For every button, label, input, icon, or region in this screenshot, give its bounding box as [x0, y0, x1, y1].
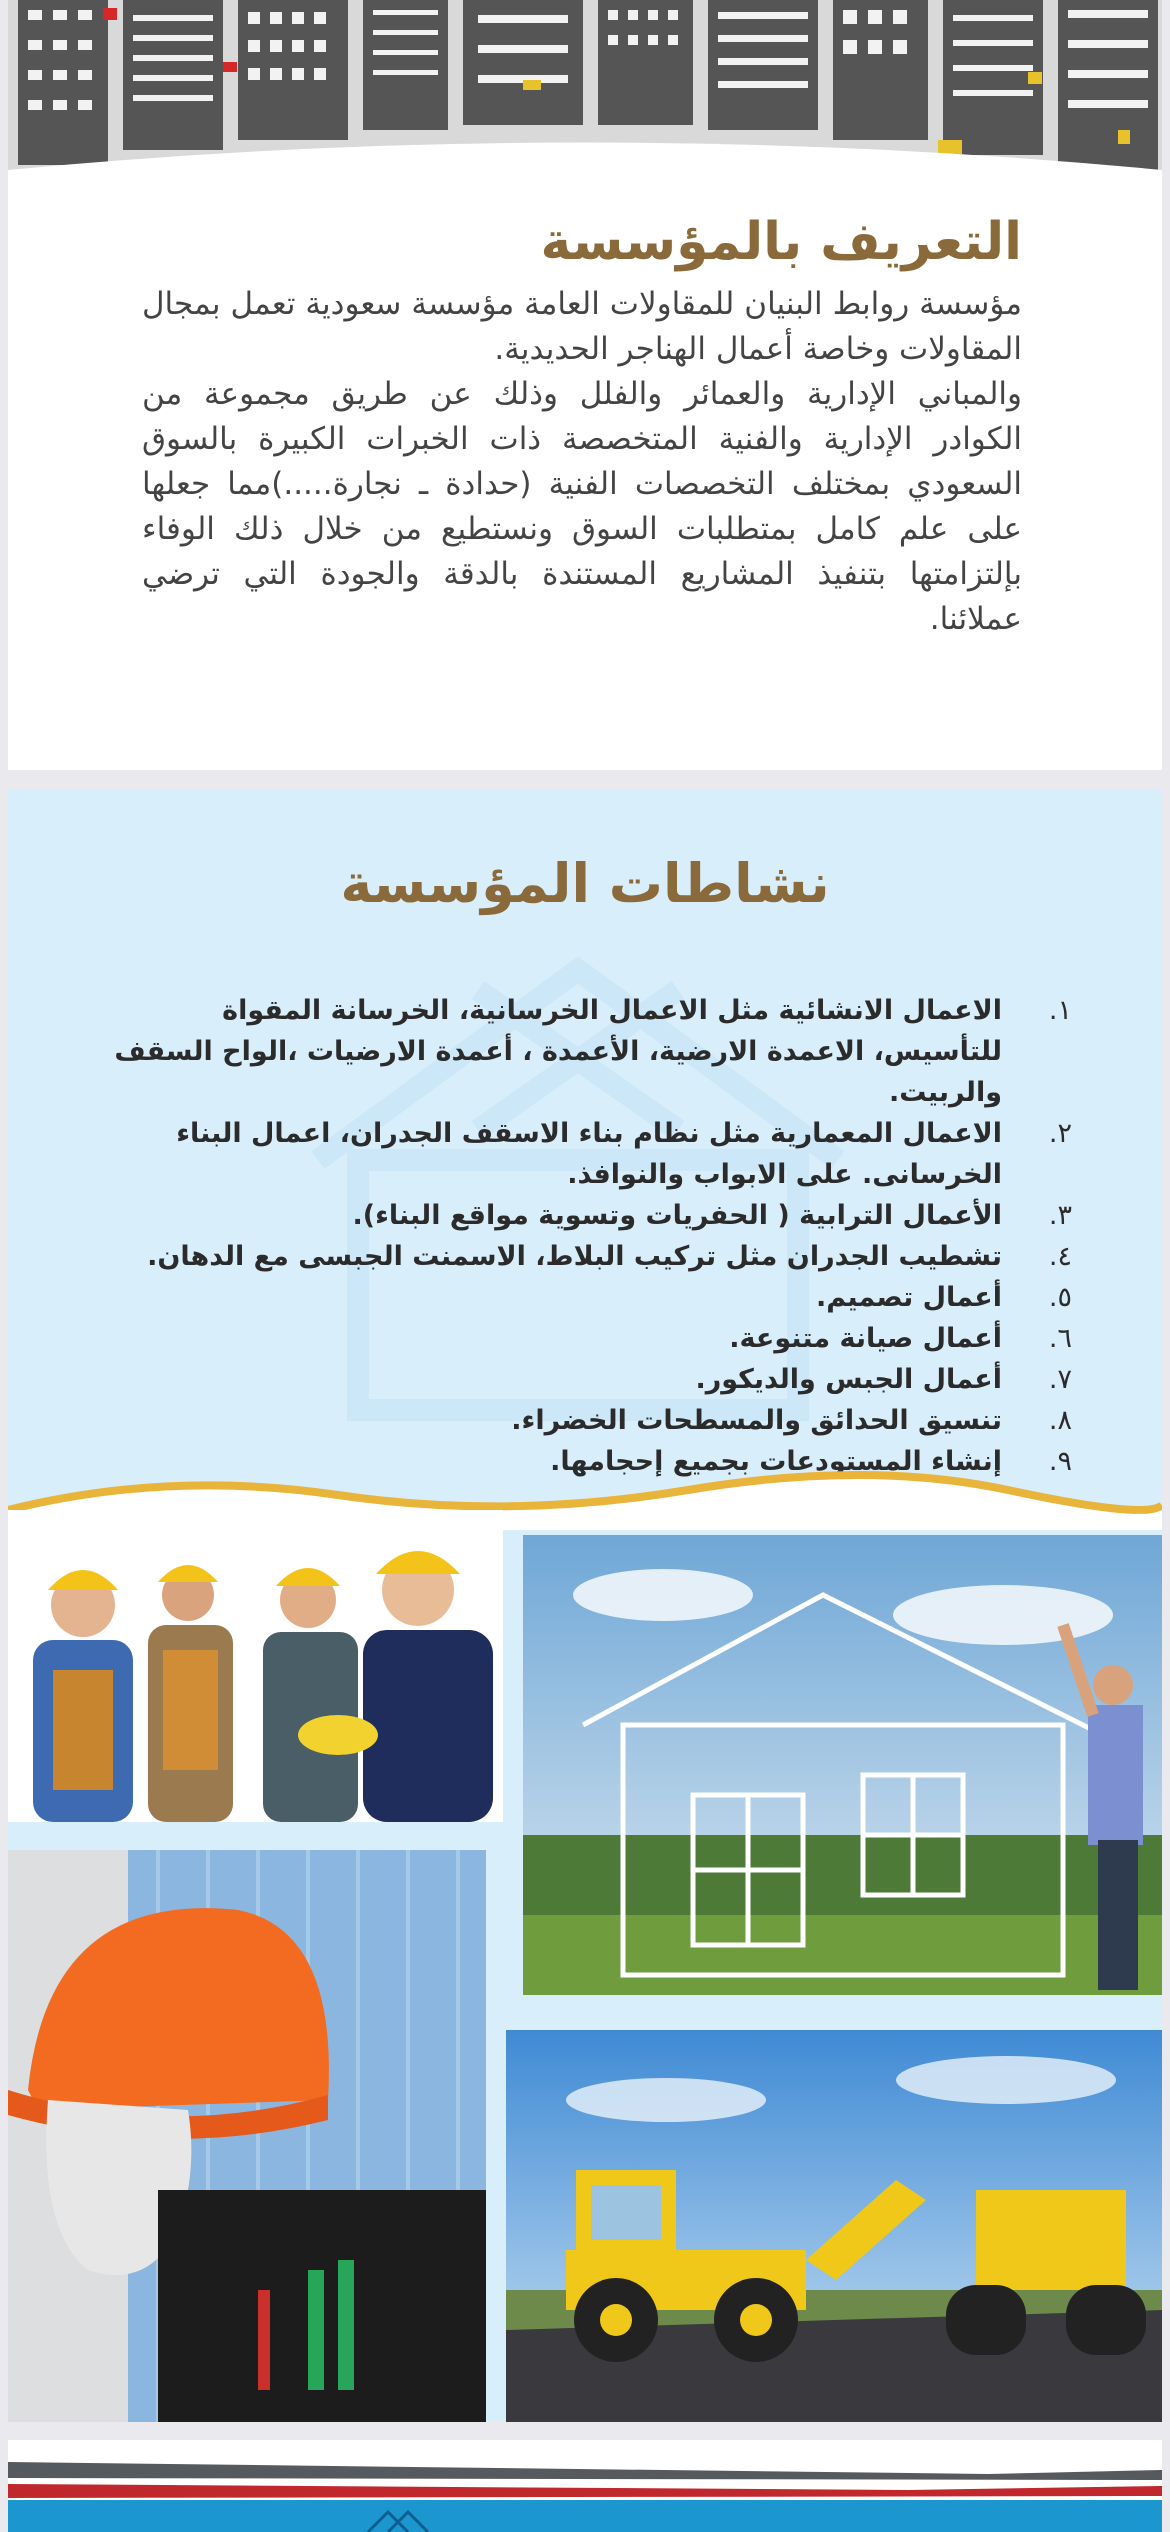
page-header-stripes	[8, 2440, 1162, 2532]
list-item-text: تنسيق الحدائق والمسطحات الخضراء.	[511, 1405, 1002, 1436]
activities-page	[8, 790, 1162, 2422]
activities-list	[112, 990, 1072, 1482]
list-item	[112, 1236, 1072, 1277]
next-page	[8, 2440, 1162, 2532]
list-number: ٨.	[1048, 1405, 1072, 1436]
road-roller-photo	[506, 2030, 1162, 2422]
city-skyline-illustration	[8, 0, 1162, 200]
list-item	[112, 1277, 1072, 1318]
list-item	[112, 1359, 1072, 1400]
list-number: ٣.	[1048, 1200, 1072, 1231]
workers-photo	[8, 1510, 503, 1822]
list-item	[112, 1400, 1072, 1441]
list-item-text: أعمال صيانة متنوعة.	[729, 1323, 1002, 1354]
list-number: ٤.	[1048, 1241, 1072, 1272]
list-number: ٧.	[1048, 1364, 1072, 1395]
list-item-text: أعمال تصميم.	[815, 1282, 1002, 1313]
list-number: ٩.	[1048, 1446, 1072, 1477]
list-number: ٢.	[1048, 1118, 1072, 1149]
list-number: ٦.	[1048, 1323, 1072, 1354]
list-item-text: أعمال الجبس والديكور.	[695, 1364, 1002, 1395]
list-item-text: الأعمال الترابية ( الحفريات وتسوية مواقع البناء).	[352, 1200, 1002, 1231]
list-item	[112, 1318, 1072, 1359]
house-sketch-photo	[523, 1535, 1162, 1995]
helmet-photo	[8, 1850, 486, 2422]
about-paragraph: مؤسسة روابط البنيان للمقاولات العامة مؤسسة سعودية تعمل بمجال المقاولات وخاصة أعمال الهناجر الحديدية.	[142, 286, 1022, 367]
about-text	[142, 282, 1022, 642]
list-item-text: الاعمال الانشائية مثل الاعمال الخرسانية، الخرسانة المقواة للتأسيس، الاعمدة الارضية، الأعمدة ، أعمدة الارضيات ،الواح السقف والربيت.	[114, 995, 1002, 1108]
list-item-text: إنشاء المستودعات بجميع إحجامها.	[550, 1446, 1002, 1477]
activities-title: نشاطات المؤسسة	[340, 852, 830, 915]
list-item	[112, 1195, 1072, 1236]
list-item	[112, 990, 1072, 1113]
list-item-text: تشطيب الجدران مثل تركيب البلاط، الاسمنت الجبسى مع الدهان.	[147, 1241, 1002, 1272]
about-title: التعريف بالمؤسسة	[540, 212, 1022, 272]
about-paragraph: والمباني الإدارية والعمائر والفلل وذلك عن طريق مجموعة من الكوادر الإدارية والفنية المتخصصة ذات الخبرات الكبيرة بالسوق السعودي بمختلف التخصصات الفنية (حدادة ـ نجارة.....)مما جعلها على علم كامل بمتطلبات السوق ونستطيع من خلال ذلك الوفاء بإلتزامتها بتنفيذ المشاريع المستندة بالدقة والجودة التي ترضي عملائنا.	[142, 376, 1022, 637]
list-item	[112, 1113, 1072, 1195]
about-page	[8, 0, 1162, 770]
list-item-text: الاعمال المعمارية مثل نظام بناء الاسقف الجدران، اعمال البناء الخرسانى. على الابواب والنوافذ.	[176, 1118, 1002, 1190]
list-number: ٥.	[1048, 1282, 1072, 1313]
list-number: ١.	[1048, 995, 1072, 1026]
